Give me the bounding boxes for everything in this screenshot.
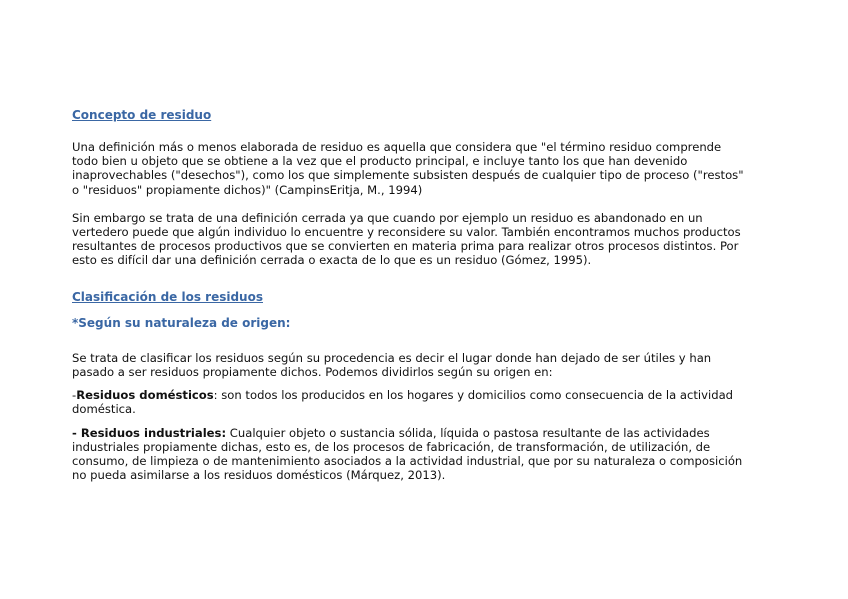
- text-line: Sin embargo se trata de una definición cerrada ya que cuando por ejemplo un residuo es abandonado en un: [72, 210, 703, 225]
- document-content: [72, 108, 782, 482]
- section-heading-clasificacion: Clasificación de los residuos: [72, 289, 263, 304]
- item-description: : son todos los producidos en los hogares y domicilios como consecuencia de la actividad: [213, 388, 734, 403]
- text-line: resultantes de procesos productivos que se convierten en materia prima para realizar otros procesos distintos. Por: [72, 239, 739, 254]
- text-line: consumo, de limpieza o de mantenimiento asociados a la actividad industrial, que por su naturaleza o composición: [72, 454, 743, 469]
- list-item-industriales: [72, 426, 782, 483]
- list-item-domesticos: [72, 388, 782, 416]
- text-line: esto es difícil dar una definición cerrada o exacta de lo que es un residuo (Gómez, 1995).: [72, 253, 592, 268]
- section-heading-concepto: Concepto de residuo: [72, 108, 212, 122]
- text-line: todo bien u objeto que se obtiene a la vez que el producto principal, e incluye tanto los que han devenido: [72, 154, 688, 169]
- item-prefix: -: [72, 388, 77, 403]
- paragraph-sin-embargo: [72, 211, 782, 268]
- text-line: inaprovechables ("desechos"), como los que simplemente subsisten después de cualquier tipo de proceso ("restos": [72, 168, 744, 183]
- text-line: [72, 426, 782, 440]
- text-line: no pueda asimilarse a los residuos domésticos (Márquez, 2013).: [72, 468, 446, 483]
- paragraph-definicion: [72, 140, 782, 197]
- term-residuos-industriales: - Residuos industriales:: [72, 425, 227, 440]
- text-line: Se trata de clasificar los residuos según su procedencia es decir el lugar donde han dejado de ser útiles y han: [72, 350, 712, 365]
- subheading-naturaleza: *Según su naturaleza de origen:: [72, 315, 291, 330]
- paragraph-intro-clasificacion: [72, 351, 782, 379]
- item-description: Cualquier objeto o sustancia sólida, líquida o pastosa resultante de las actividades: [226, 425, 710, 440]
- text-line: industriales propiamente dichas, esto es, de los procesos de fabricación, de transformación, de utilización, de: [72, 439, 711, 454]
- text-line: doméstica.: [72, 402, 136, 417]
- text-line: Una definición más o menos elaborada de residuo es aquella que considera que "el término residuo comprende: [72, 140, 722, 154]
- text-line: [72, 388, 782, 402]
- text-line: pasado a ser residuos propiamente dichos. Podemos dividirlos según su origen en:: [72, 365, 553, 380]
- term-residuos-domesticos: Residuos domésticos: [76, 388, 214, 403]
- text-line: vertedero puede que algún individuo lo encuentre y reconsidere su valor. También encontramos muchos productos: [72, 225, 741, 240]
- text-line: o "residuos" propiamente dichos)" (CampinsEritja, M., 1994): [72, 182, 423, 197]
